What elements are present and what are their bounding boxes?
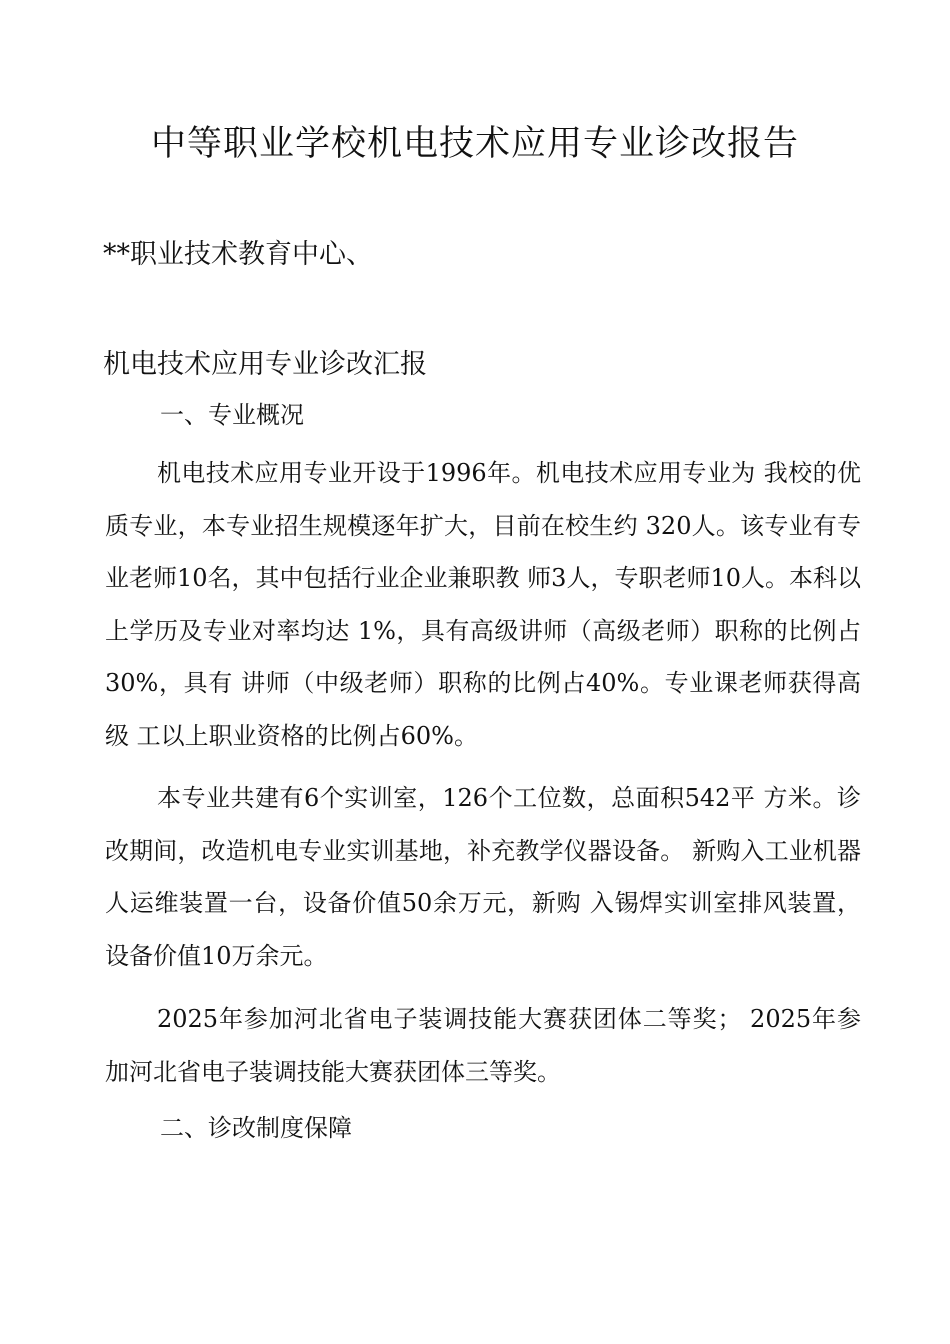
paragraph-overview-awards: 2025年参加河北省电子装调技能大赛获团体二等奖； 2025年参加河北省电子装调技能大赛获团体三等奖。 — [105, 1005, 861, 1086]
section-heading-overview: 一、专业概况 — [160, 401, 304, 429]
section-heading-system-guarantee: 二、诊改制度保障 — [160, 1114, 352, 1142]
organization-name: **职业技术教育中心、 — [103, 239, 373, 270]
report-heading: 机电技术应用专业诊改汇报 — [103, 349, 427, 380]
document-title: 中等职业学校机电技术应用专业诊改报告 — [150, 124, 799, 164]
paragraph-overview-facilities: 本专业共建有6个实训室，126个工位数，总面积542平 方米。诊改期间，改造机电专业实训基地，补充教学仪器设备。 新购入工业机器人运维装置一台，设备价值50余万元，新购 入锡焊实训室排风装置，设备价值10万余元。 — [105, 784, 861, 970]
paragraph-overview-staff: 机电技术应用专业开设于1996年。机电技术应用专业为 我校的优质专业，本专业招生规模逐年扩大，目前在校生约 320人。该专业有专业老师10名，其中包括行业企业兼职教 师3人，专职老师10人。本科以上学历及专业对率均达 1%，具有高级讲师（高级老师）职称的比例占30%，具有 讲师（中级老师）职称的比例占40%。专业课老师获得高级 工以上职业资格的比例占60%。 — [105, 459, 861, 750]
